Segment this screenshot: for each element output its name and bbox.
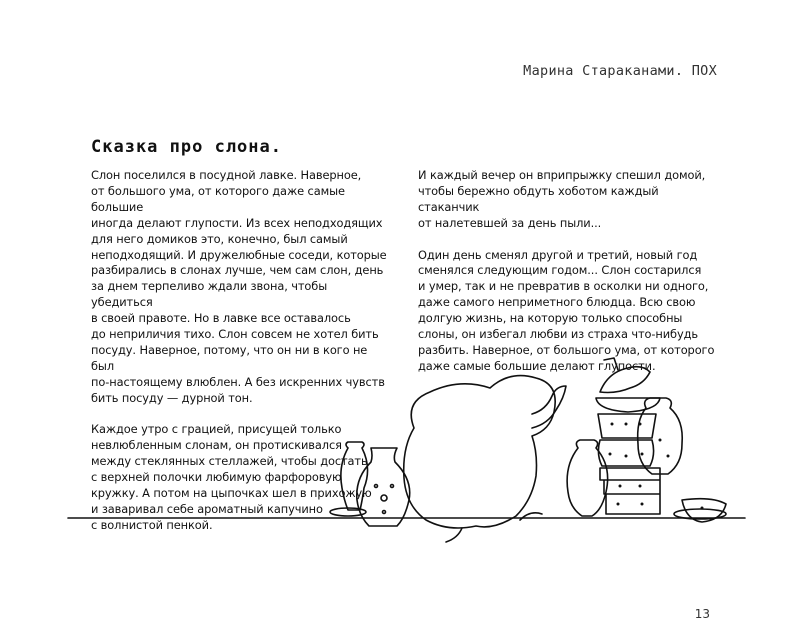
dot <box>659 439 662 442</box>
dot <box>667 455 670 458</box>
jar-right <box>638 398 683 474</box>
dot <box>383 511 386 514</box>
paragraph: И каждый вечер он вприпрыжку спешил домой, чтобы бережно обдуть хоботом каждый стаканчик от налетевшей за день пыли... <box>418 168 706 230</box>
dot <box>639 485 642 488</box>
dot <box>611 423 614 426</box>
bowl-stack-3 <box>598 440 653 466</box>
bowl-stack-2 <box>598 414 656 438</box>
dot <box>625 455 628 458</box>
elephant-foot <box>520 513 542 520</box>
dot <box>639 423 642 426</box>
dot <box>617 503 620 506</box>
vase-left <box>341 442 368 510</box>
dot <box>701 507 704 510</box>
dot <box>641 453 644 456</box>
dot <box>641 503 644 506</box>
dot <box>375 485 378 488</box>
dot <box>619 485 622 488</box>
vase-right <box>567 440 608 516</box>
paragraph: Каждое утро с грацией, присущей только невлюбленным слонам, он протискивался между стеклянных стеллажей, чтобы достать с верхней полочки любимую фарфоровую кружку. А потом на цыпочках шел в прихожую и заваривал себе ароматный капучино с волнистой пенкой. <box>91 422 372 532</box>
bottle-neck <box>604 358 618 370</box>
dot <box>381 495 387 501</box>
bowl-stack-1 <box>596 398 660 412</box>
elephant-trunk <box>532 386 566 428</box>
dot <box>625 423 628 426</box>
page-number: 13 <box>694 607 710 621</box>
bottle-top <box>600 367 650 393</box>
plate-stack <box>600 468 660 514</box>
book-header: Марина Стараканами. ПОХ <box>523 63 717 79</box>
dot <box>609 453 612 456</box>
story-title: Сказка про слона. <box>91 137 282 157</box>
paragraph: Слон поселился в посудной лавке. Наверное, от большого ума, от которого даже самые большие иногда делают глупости. Из всех неподходящих для него домиков это, конечно, был самый неподходящий. И дружелюбные соседи, которые разбирались в слонах лучше, чем сам слон, день за днем терпеливо ждали звона, чтобы убедиться в своей правоте. Но в лавке все оставалось до неприличия тихо. Слон совсем не хотел бить посуду. Наверное, потому, что он ни в кого не был по-настоящему влюблен. А без искренних чувств бить посуду — дурной тон. <box>91 168 387 405</box>
dot <box>391 485 394 488</box>
elephant-tail <box>446 528 462 542</box>
elephant-body <box>404 376 555 528</box>
paragraph: Один день сменял другой и третий, новый год сменялся следующим годом... Слон состарился и умер, так и не превратив в осколки ни одного, даже самого неприметного блюдца. Всю свою долгую жизнь, на которую только способны слоны, он избегал любви из страха что-нибудь разбить. Наверное, от большого ума, от которого даже самые большие делают глупости. <box>418 247 715 373</box>
